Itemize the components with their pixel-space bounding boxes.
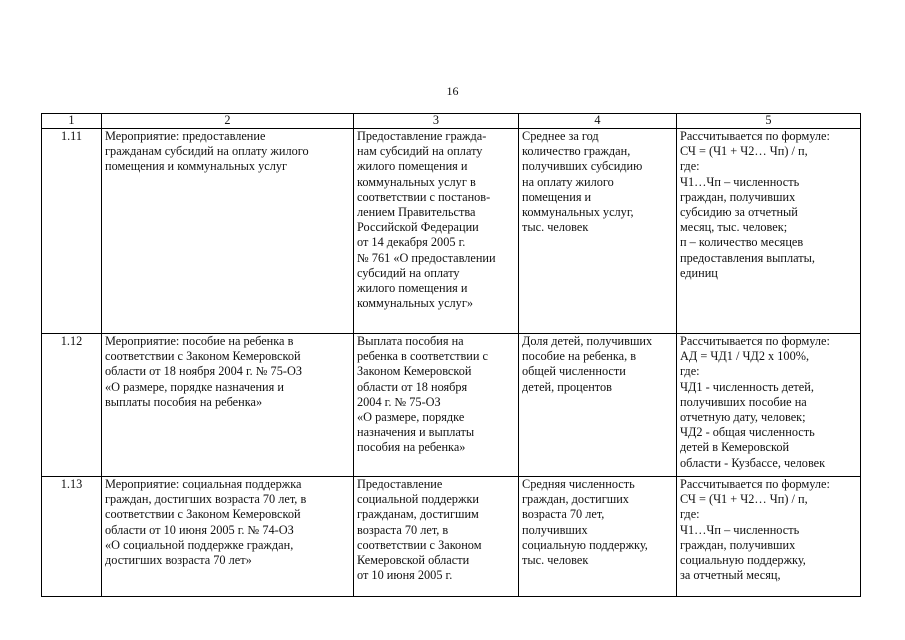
description-cell	[354, 477, 519, 597]
cell-text-line: социальной поддержки	[357, 492, 480, 507]
cell-text-line: получивших субсидию	[522, 159, 643, 174]
cell-text-line: граждан, получивших	[680, 189, 796, 204]
cell-text-line: Доля детей, получивших	[522, 334, 653, 348]
cell-text-line: № 761 «О предоставлении	[357, 250, 496, 265]
cell-text-line: «О размере, порядке назначения и	[105, 379, 284, 394]
cell-text-line: ЧД1 - численность детей,	[680, 379, 814, 394]
measure-cell	[102, 477, 354, 597]
cell-text-line: детей в Кемеровской	[680, 440, 790, 455]
row-number-cell: 1.12	[42, 334, 102, 477]
cell-text-line: ЧД2 - общая численность	[680, 425, 815, 440]
cell-text-line: возраста 70 лет, в	[357, 522, 449, 537]
measure-cell	[102, 334, 354, 477]
cell-text-line: гражданам, достигшим	[357, 507, 479, 522]
cell-text-line: Средняя численность	[522, 477, 635, 491]
cell-text-line: области от 18 ноября 2004 г. № 75-ОЗ	[105, 364, 302, 379]
cell-text-line: месяц, тыс. человек;	[680, 220, 788, 235]
cell-text-line: пособия на ребенка»	[357, 440, 466, 455]
cell-text-line: Рассчитывается по формуле:	[680, 477, 830, 491]
cell-text-line: помещения и коммунальных услуг	[105, 159, 288, 174]
cell-text-line: СЧ = (Ч1 + Ч2… Чп) / п,	[680, 144, 808, 159]
cell-text-line: Ч1…Чп – численность	[680, 174, 800, 189]
cell-text-line: нам субсидий на оплату	[357, 144, 483, 159]
cell-text-line: где:	[680, 159, 700, 174]
page-number: 16	[446, 84, 459, 98]
cell-text-line: выплаты пособия на ребенка»	[105, 394, 263, 409]
measures-table	[41, 113, 861, 597]
cell-text-line: «О социальной поддержке граждан,	[105, 537, 294, 552]
cell-text-line: Рассчитывается по формуле:	[680, 334, 830, 348]
cell-text-line: субсидий на оплату	[357, 265, 460, 280]
header-cell-3: 3	[354, 114, 519, 129]
cell-text-line: социальную поддержку,	[680, 553, 806, 568]
cell-text-line: единиц	[680, 265, 718, 280]
cell-text-line: жилого помещения и	[357, 159, 468, 174]
header-cell-1: 1	[42, 114, 102, 129]
cell-text-line: общей численности	[522, 364, 626, 379]
cell-text-line: области - Кузбассе, человек	[680, 455, 826, 470]
cell-text-line: «О размере, порядке	[357, 410, 465, 425]
cell-text-line: на оплату жилого	[522, 174, 614, 189]
indicator-cell	[519, 334, 677, 477]
indicator-cell	[519, 129, 677, 334]
formula-cell	[677, 334, 861, 477]
table-row	[42, 477, 861, 597]
cell-text-line: гражданам субсидий на оплату жилого	[105, 144, 309, 159]
cell-text-line: соответствии с Законом Кемеровской	[105, 507, 301, 522]
cell-text-line: субсидию за отчетный	[680, 205, 798, 220]
cell-text-line: получивших	[522, 522, 588, 537]
cell-text-line: количество граждан,	[522, 144, 631, 159]
table-header-row	[42, 114, 861, 129]
cell-text-line: от 14 декабря 2005 г.	[357, 235, 466, 250]
cell-text-line: соответствии с постанов-	[357, 189, 491, 204]
cell-text-line: Кемеровской области	[357, 553, 470, 568]
cell-text-line: коммунальных услуг»	[357, 296, 474, 311]
cell-text-line: 2004 г. № 75-ОЗ	[357, 394, 441, 409]
cell-text-line: Российской Федерации	[357, 220, 479, 235]
cell-text-line: назначения и выплаты	[357, 425, 475, 440]
cell-text-line: помещения и	[522, 189, 592, 204]
cell-text-line: соответствии с Законом Кемеровской	[105, 349, 301, 364]
cell-text-line: коммунальных услуг в	[357, 174, 476, 189]
cell-text-line: п – количество месяцев	[680, 235, 804, 250]
cell-text-line: возраста 70 лет,	[522, 507, 605, 522]
cell-text-line: Среднее за год	[522, 129, 599, 143]
cell-text-line: где:	[680, 507, 700, 522]
row-number-cell: 1.13	[42, 477, 102, 597]
cell-text-line: лением Правительства	[357, 205, 476, 220]
formula-cell	[677, 129, 861, 334]
cell-text-line: социальную поддержку,	[522, 537, 648, 552]
cell-text-line: достигших возраста 70 лет»	[105, 553, 252, 568]
cell-text-line: Предоставление	[357, 477, 443, 491]
cell-text-line: граждан, получивших	[680, 537, 796, 552]
cell-text-line: детей, процентов	[522, 379, 612, 394]
cell-text-line: предоставления выплаты,	[680, 250, 815, 265]
cell-text-line: Ч1…Чп – численность	[680, 522, 800, 537]
cell-text-line: получивших пособие на	[680, 394, 807, 409]
cell-text-line: отчетную дату, человек;	[680, 410, 806, 425]
table-row	[42, 334, 861, 477]
measure-cell	[102, 129, 354, 334]
description-cell	[354, 129, 519, 334]
table-row	[42, 129, 861, 334]
header-cell-4: 4	[519, 114, 677, 129]
cell-text-line: СЧ = (Ч1 + Ч2… Чп) / п,	[680, 492, 808, 507]
header-cell-2: 2	[102, 114, 354, 129]
cell-text-line: Выплата пособия на	[357, 334, 464, 348]
cell-text-line: Мероприятие: социальная поддержка	[105, 477, 302, 491]
cell-text-line: за отчетный месяц,	[680, 568, 781, 583]
cell-text-line: Мероприятие: пособие на ребенка в	[105, 334, 294, 348]
cell-text-line: граждан, достигших	[522, 492, 629, 507]
cell-text-line: Предоставление гражда-	[357, 129, 487, 143]
cell-text-line: жилого помещения и	[357, 281, 468, 296]
cell-text-line: соответствии с Законом	[357, 537, 482, 552]
cell-text-line: тыс. человек	[522, 220, 589, 235]
cell-text-line: от 10 июня 2005 г.	[357, 568, 453, 583]
cell-text-line: области от 10 июня 2005 г. № 74-ОЗ	[105, 522, 294, 537]
header-cell-5: 5	[677, 114, 861, 129]
cell-text-line: Рассчитывается по формуле:	[680, 129, 830, 143]
description-cell	[354, 334, 519, 477]
indicator-cell	[519, 477, 677, 597]
cell-text-line: Законом Кемеровской	[357, 364, 472, 379]
cell-text-line: тыс. человек	[522, 553, 589, 568]
cell-text-line: ребенка в соответствии с	[357, 349, 488, 364]
cell-text-line: коммунальных услуг,	[522, 205, 634, 220]
cell-text-line: пособие на ребенка, в	[522, 349, 637, 364]
cell-text-line: АД = ЧД1 / ЧД2 х 100%,	[680, 349, 810, 364]
row-number-cell: 1.11	[42, 129, 102, 334]
cell-text-line: области от 18 ноября	[357, 379, 468, 394]
cell-text-line: где:	[680, 364, 700, 379]
formula-cell	[677, 477, 861, 597]
cell-text-line: граждан, достигших возраста 70 лет, в	[105, 492, 307, 507]
cell-text-line: Мероприятие: предоставление	[105, 129, 266, 143]
